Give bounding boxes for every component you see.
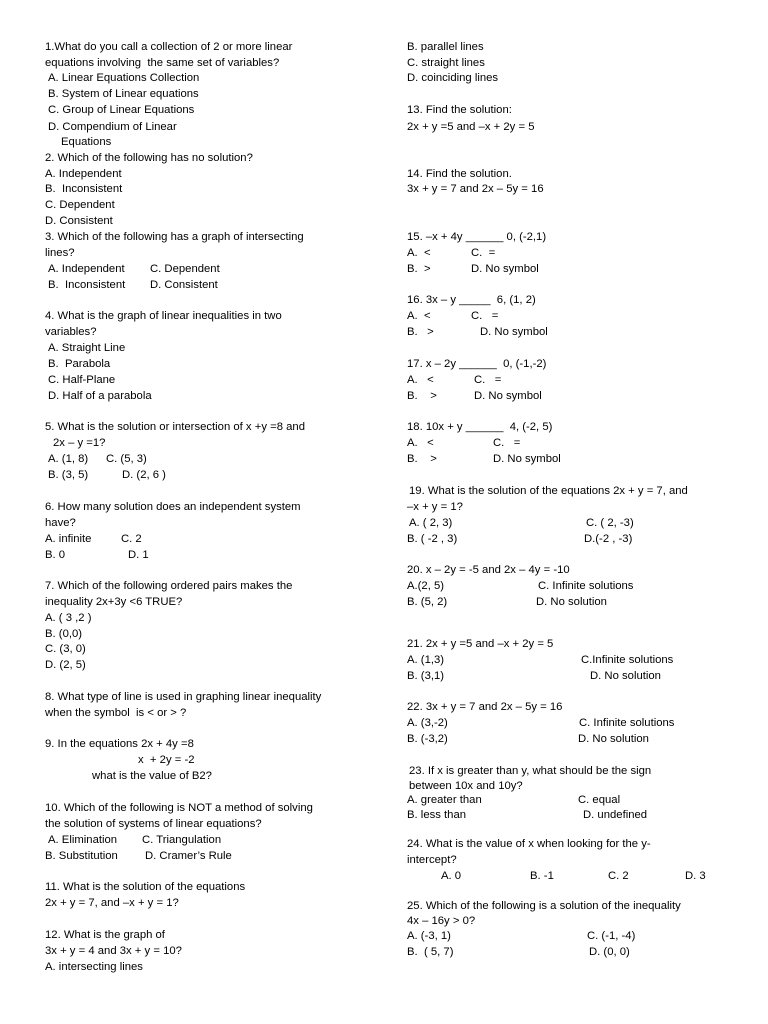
- text-line: 19. What is the solution of the equations 2x + y = 7, and: [409, 485, 688, 497]
- option: B. Substitution: [45, 850, 118, 862]
- option: A. (-3, 1): [407, 930, 451, 942]
- text-line: 20. x – 2y = -5 and 2x – 4y = -10: [407, 564, 570, 576]
- text-line: A. Linear Equations Collection: [48, 72, 200, 84]
- option: B. (-3,2): [407, 733, 448, 745]
- option-row: [407, 325, 727, 339]
- text-line: 3. Which of the following has a graph of intersecting: [45, 231, 304, 243]
- option: C. equal: [578, 794, 621, 806]
- text-line: intercept?: [407, 854, 457, 866]
- text-line: A. Straight Line: [48, 342, 126, 354]
- option-row: [441, 869, 741, 883]
- option-row: [407, 945, 727, 959]
- option: D. (0, 0): [589, 946, 630, 958]
- text-line: A. Independent: [45, 168, 122, 180]
- option: B. (5, 2): [407, 596, 448, 608]
- option: D. No symbol: [471, 263, 539, 275]
- option: D. 1: [128, 549, 149, 561]
- text-line: A. ( 3 ,2 ): [45, 612, 92, 624]
- option: B. (3, 5): [48, 469, 89, 481]
- text-line: 8. What type of line is used in graphing linear inequality: [45, 691, 322, 703]
- option: C. ( 2, -3): [586, 517, 634, 529]
- text-line: 2. Which of the following has no solution?: [45, 152, 253, 164]
- text-line: 25. Which of the following is a solution of the inequality: [407, 900, 681, 912]
- text-line: 21. 2x + y =5 and –x + 2y = 5: [407, 638, 554, 650]
- text-line: inequality 2x+3y <6 TRUE?: [45, 596, 183, 608]
- option: B. >: [407, 390, 437, 402]
- option: B. -1: [530, 870, 554, 882]
- text-line: B. (0,0): [45, 628, 83, 640]
- option-row: [407, 373, 727, 387]
- text-line: 2x – y =1?: [53, 437, 106, 449]
- text-line: C. Half-Plane: [48, 374, 116, 386]
- option: A. Elimination: [48, 834, 118, 846]
- option-row: [407, 389, 727, 403]
- option-row: [407, 732, 727, 746]
- text-line: D. coinciding lines: [407, 72, 499, 84]
- text-line: B. System of Linear equations: [48, 88, 199, 100]
- option: C. (-1, -4): [587, 930, 636, 942]
- text-line: 2x + y =5 and –x + 2y = 5: [407, 121, 535, 133]
- option: C. Infinite solutions: [579, 717, 675, 729]
- text-line: D. (2, 5): [45, 659, 86, 671]
- text-line: 1.What do you call a collection of 2 or more linear: [45, 41, 293, 53]
- text-line: 2x + y = 7, and –x + y = 1?: [45, 897, 179, 909]
- text-line: 4x – 16y > 0?: [407, 915, 476, 927]
- text-line: between 10x and 10y?: [409, 780, 523, 792]
- text-line: 3x + y = 7 and 2x – 5y = 16: [407, 183, 544, 195]
- option-row: [407, 262, 727, 276]
- option: B. less than: [407, 809, 467, 821]
- text-line: –x + y = 1?: [407, 501, 463, 513]
- option: A. (1, 8): [48, 453, 89, 465]
- option-row: [407, 532, 727, 546]
- text-line: C. straight lines: [407, 57, 485, 69]
- text-line: Equations: [61, 136, 112, 148]
- option: D. Consistent: [150, 279, 218, 291]
- option: B. ( -2 , 3): [407, 533, 458, 545]
- option: D. 3: [685, 870, 706, 882]
- option: A. greater than: [407, 794, 482, 806]
- option: A. <: [407, 374, 434, 386]
- option: D. No symbol: [474, 390, 542, 402]
- option: B. >: [407, 453, 437, 465]
- text-line: what is the value of B2?: [92, 770, 212, 782]
- text-line: A. intersecting lines: [45, 961, 143, 973]
- text-line: B. Parabola: [48, 358, 111, 370]
- text-line: 5. What is the solution or intersection of x +y =8 and: [45, 421, 305, 433]
- option-row: [409, 516, 729, 530]
- option: A. <: [407, 247, 431, 259]
- option: B. ( 5, 7): [407, 946, 454, 958]
- option: B. (3,1): [407, 670, 445, 682]
- text-line: 6. How many solution does an independent system: [45, 501, 301, 513]
- option-row: [407, 808, 727, 822]
- text-line: B. parallel lines: [407, 41, 484, 53]
- option: A. <: [407, 310, 431, 322]
- text-line: lines?: [45, 247, 75, 259]
- option-row: [407, 595, 727, 609]
- option: D. No symbol: [493, 453, 561, 465]
- text-line: 14. Find the solution.: [407, 168, 512, 180]
- text-line: 10. Which of the following is NOT a method of solving: [45, 802, 313, 814]
- text-line: 4. What is the graph of linear inequalities in two: [45, 310, 282, 322]
- text-line: the solution of systems of linear equations?: [45, 818, 262, 830]
- text-line: 12. What is the graph of: [45, 929, 165, 941]
- option-row: [407, 929, 727, 943]
- option: A. (3,-2): [407, 717, 448, 729]
- option: B. Inconsistent: [48, 279, 126, 291]
- option: D. Cramer’s Rule: [145, 850, 232, 862]
- option: D. No solution: [590, 670, 661, 682]
- option: B. 0: [45, 549, 66, 561]
- text-line: variables?: [45, 326, 97, 338]
- option: C. =: [471, 310, 499, 322]
- option: A. infinite: [45, 533, 92, 545]
- text-line: D. Consistent: [45, 215, 113, 227]
- option: C. =: [493, 437, 521, 449]
- option-row: [407, 653, 727, 667]
- text-line: 15. –x + 4y ______ 0, (-2,1): [407, 231, 547, 243]
- option: C.Infinite solutions: [581, 654, 674, 666]
- option-row: [407, 579, 727, 593]
- option-row: [407, 716, 727, 730]
- option: A. (1,3): [407, 654, 445, 666]
- text-line: 16. 3x – y _____ 6, (1, 2): [407, 294, 536, 306]
- option: B. >: [407, 326, 434, 338]
- option-row: [407, 669, 727, 683]
- text-line: 3x + y = 4 and 3x + y = 10?: [45, 945, 182, 957]
- option-row: [407, 436, 727, 450]
- option: B. >: [407, 263, 431, 275]
- text-line: 9. In the equations 2x + 4y =8: [45, 738, 194, 750]
- option: D. undefined: [583, 809, 648, 821]
- text-line: D. Half of a parabola: [48, 390, 152, 402]
- option: A.(2, 5): [407, 580, 445, 592]
- option-row: [407, 309, 727, 323]
- option: C. (5, 3): [106, 453, 147, 465]
- text-line: C. (3, 0): [45, 643, 86, 655]
- option-row: [407, 452, 727, 466]
- text-line: 18. 10x + y ______ 4, (-2, 5): [407, 421, 553, 433]
- text-line: 23. If x is greater than y, what should be the sign: [409, 765, 652, 777]
- text-line: C. Dependent: [45, 199, 115, 211]
- option: C. Triangulation: [142, 834, 222, 846]
- option: C. 2: [608, 870, 629, 882]
- text-line: B. Inconsistent: [45, 183, 123, 195]
- option: D. No solution: [536, 596, 607, 608]
- option: D. No symbol: [480, 326, 548, 338]
- option: D. No solution: [578, 733, 649, 745]
- option: D.(-2 , -3): [584, 533, 633, 545]
- text-line: when the symbol is < or > ?: [45, 707, 187, 719]
- option: C. 2: [121, 533, 142, 545]
- text-line: 24. What is the value of x when looking for the y-: [407, 838, 651, 850]
- text-line: 11. What is the solution of the equations: [45, 881, 246, 893]
- option: D. (2, 6 ): [122, 469, 166, 481]
- option: C. Infinite solutions: [538, 580, 634, 592]
- option-row: [407, 246, 727, 260]
- option: C. =: [474, 374, 502, 386]
- option: A. 0: [441, 870, 462, 882]
- text-line: equations involving the same set of variables?: [45, 57, 280, 69]
- text-line: x + 2y = -2: [138, 754, 195, 766]
- option: A. ( 2, 3): [409, 517, 453, 529]
- text-line: 22. 3x + y = 7 and 2x – 5y = 16: [407, 701, 563, 713]
- text-line: have?: [45, 517, 76, 529]
- option: C. =: [471, 247, 496, 259]
- option: A. Independent: [48, 263, 125, 275]
- text-line: 13. Find the solution:: [407, 104, 512, 116]
- text-line: D. Compendium of Linear: [48, 121, 177, 133]
- text-line: C. Group of Linear Equations: [48, 104, 195, 116]
- option: A. <: [407, 437, 434, 449]
- text-line: 17. x – 2y ______ 0, (-1,-2): [407, 358, 547, 370]
- option-row: [407, 793, 727, 807]
- text-line: 7. Which of the following ordered pairs makes the: [45, 580, 293, 592]
- option: C. Dependent: [150, 263, 220, 275]
